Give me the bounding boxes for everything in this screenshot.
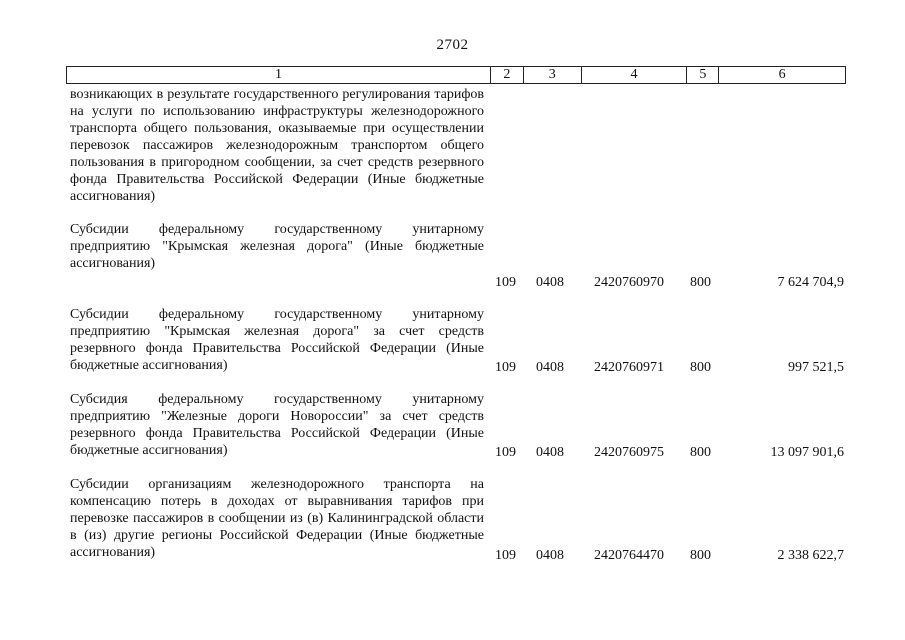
header-col-4: 4 [582,67,688,83]
table-header [66,66,846,84]
continuation-text: возникающих в результате государственного регулирования тарифов на услуги по использованию инфраструктуры железнодорожного транспорта общего пользования, оказываемые при осуществлении перевозок пассажиров железнодорожным транспортом общего пользования в пригородном сообщении, за счет средств резервного фонда Правительства Российской Федерации (Иные бюджетные ассигнования) [70,87,484,204]
row-amount: 13 097 901,6 [770,445,844,460]
header-col-5: 5 [687,67,719,83]
row-section-code: 0408 [536,445,564,460]
header-col-2: 2 [491,67,524,83]
row-section-code: 0408 [536,275,564,290]
table-row [70,306,846,376]
page-number: 2702 [436,37,469,53]
row-target-code: 2420760971 [594,360,664,375]
row-expense-type: 800 [690,445,711,460]
row-amount: 7 624 704,9 [777,275,844,290]
row-section-code: 0408 [536,548,564,563]
table-row [70,221,846,291]
row-description: Субсидии организациям железнодорожного транспорта на компенсацию потерь в доходах от выравнивания тарифов при перевозке пассажиров в сообщении из (в) Калининградской области в (из) другие регионы Российской Федерации (Иные бюджетные ассигнования) [70,477,484,560]
row-section-code: 0408 [536,360,564,375]
row-amount: 2 338 622,7 [777,548,844,563]
row-ministry-code: 109 [495,548,516,563]
row-expense-type: 800 [690,360,711,375]
row-target-code: 2420764470 [594,548,664,563]
row-expense-type: 800 [690,275,711,290]
table-row [70,391,846,461]
header-col-3: 3 [524,67,582,83]
row-amount: 997 521,5 [788,360,844,375]
row-expense-type: 800 [690,548,711,563]
row-ministry-code: 109 [495,275,516,290]
row-description: Субсидии федеральному государственному унитарному предприятию "Крымская железная дорога" (Иные бюджетные ассигнования) [70,222,484,271]
header-col-6: 6 [778,67,786,82]
row-target-code: 2420760975 [594,445,664,460]
row-target-code: 2420760970 [594,275,664,290]
table-row [70,476,846,564]
row-description: Субсидии федеральному государственному унитарному предприятию "Крымская железная дорога" за счет средств резервного фонда Правительства Российской Федерации (Иные бюджетные ассигнования) [70,307,484,373]
row-ministry-code: 109 [495,360,516,375]
row-description: Субсидия федеральному государственному унитарному предприятию "Железные дороги Новороссии" за счет средств резервного фонда Правительства Российской Федерации (Иные бюджетные ассигнования) [70,392,484,458]
row-ministry-code: 109 [495,445,516,460]
header-col-1: 1 [67,67,491,83]
